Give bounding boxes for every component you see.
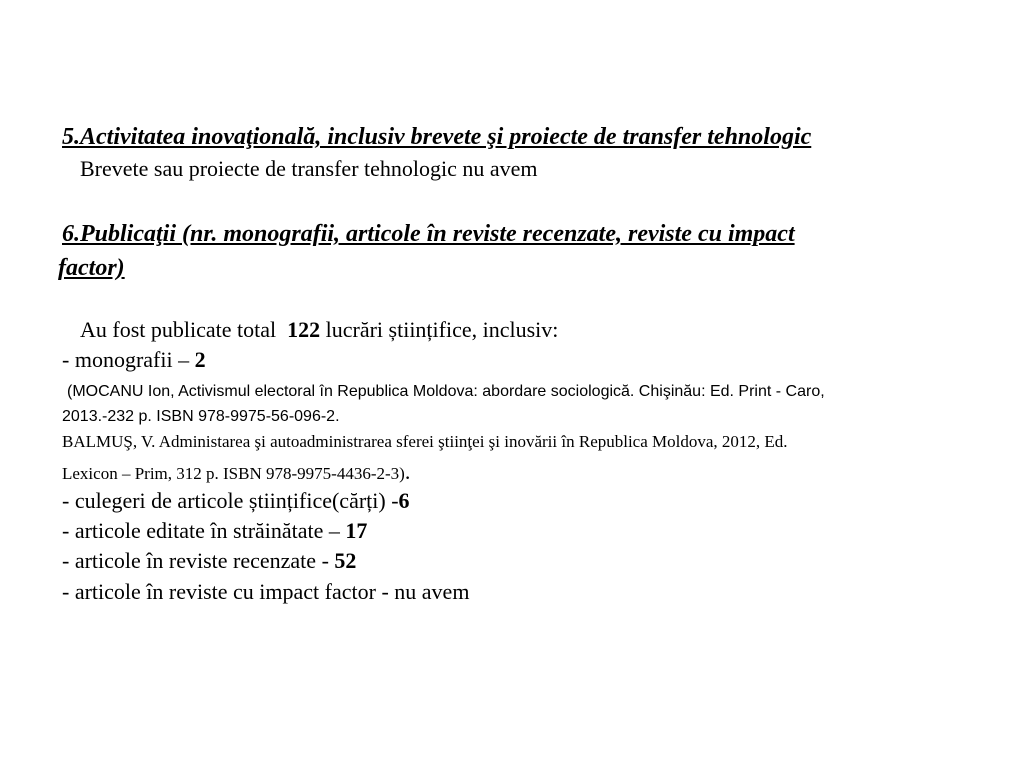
section5-heading: 5.Activitatea inovaţională, inclusiv brevete şi proiecte de transfer tehnologic xyxy=(62,124,812,150)
monographs-label: - monografii – xyxy=(62,347,190,372)
reviewed-line xyxy=(62,549,356,573)
summary-total: 122 xyxy=(287,317,321,342)
reference-2-text: Lexicon – Prim, 312 p. ISBN 978-9975-4436-2-3) xyxy=(62,464,405,483)
section5-body: Brevete sau proiecte de transfer tehnologic nu avem xyxy=(80,156,538,181)
summary-suffix: lucrări științifice, inclusiv: xyxy=(325,317,559,342)
reference-2-line1: BALMUŞ, V. Administarea şi autoadministrarea sferei ştiinţei şi inovării în Republica Moldova, 2012, Ed. xyxy=(62,432,788,451)
reviewed-count: 52 xyxy=(334,548,357,573)
abroad-line xyxy=(62,519,367,543)
impact-line: - articole în reviste cu impact factor - nu avem xyxy=(62,579,470,604)
section6-heading-line2: factor) xyxy=(58,255,125,281)
monographs-count: 2 xyxy=(194,347,206,372)
collections-label: - culegeri de articole științifice(cărți) - xyxy=(62,488,399,513)
reviewed-label: - articole în reviste recenzate - xyxy=(62,548,329,573)
publications-summary xyxy=(80,318,558,342)
monographs-line xyxy=(62,348,206,372)
abroad-count: 17 xyxy=(345,518,368,543)
summary-prefix: Au fost publicate total xyxy=(80,317,277,342)
reference-2-line2 xyxy=(62,460,410,484)
collections-line xyxy=(62,489,410,513)
section6-heading-line1: 6.Publicaţii (nr. monografii, articole în reviste recenzate, reviste cu impact xyxy=(62,221,795,247)
abroad-label: - articole editate în străinătate – xyxy=(62,518,340,543)
reference-1-line2: 2013.-232 p. ISBN 978-9975-56-096-2. xyxy=(62,408,340,425)
reference-2-end: . xyxy=(404,459,411,484)
reference-1-line1: (MOCANU Ion, Activismul electoral în Republica Moldova: abordare sociologică. Chişinău: Ed. Print - Caro, xyxy=(67,383,825,400)
collections-count: 6 xyxy=(398,488,410,513)
